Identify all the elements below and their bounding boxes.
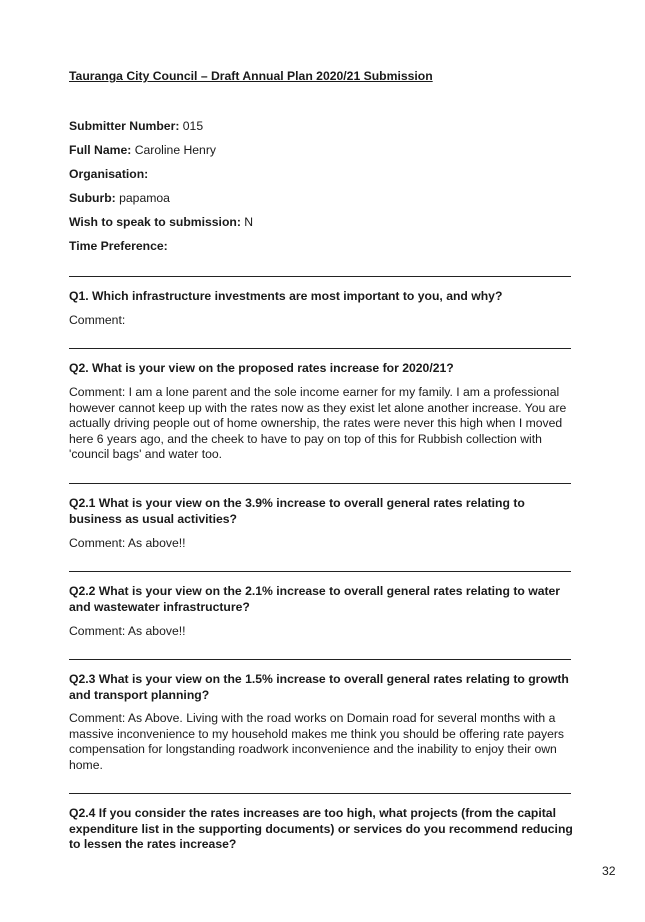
full-name-value: Caroline Henry [134,143,216,157]
wish-to-speak-value: N [244,215,254,229]
full-name [69,143,216,159]
suburb-value: papamoa [119,191,170,205]
wish-to-speak-label: Wish to speak to submission: [69,215,241,229]
suburb-label: Suburb: [69,191,116,205]
divider [69,793,571,794]
divider [69,659,571,660]
wish-to-speak [69,215,253,231]
comment-q2-1: Comment: As above!! [69,536,186,550]
question-q2: Q2. What is your view on the proposed rates increase for 2020/21? [69,361,454,375]
page-number: 32 [602,864,616,878]
divider [69,276,571,277]
time-preference [69,239,168,255]
submitter-number-label: Submitter Number: [69,119,180,133]
question-q1: Q1. Which infrastructure investments are most important to you, and why? [69,289,503,303]
question-q2-1: Q2.1 What is your view on the 3.9% increase to overall general rates relating to business as usual activities? [69,496,525,526]
question-q2-2: Q2.2 What is your view on the 2.1% increase to overall general rates relating to water and wastewater infrastructure? [69,584,561,614]
comment-q2-2: Comment: As above!! [69,624,186,638]
organisation-label: Organisation: [69,167,149,181]
organisation [69,167,148,183]
suburb [69,191,170,207]
full-name-label: Full Name: [69,143,132,157]
submitter-number [69,119,203,135]
divider [69,571,571,572]
comment-q1: Comment: [69,313,126,327]
divider [69,348,571,349]
comment-q2-3: Comment: As Above. Living with the road works on Domain road for several months with a massive inconvenience to my household makes me think you should be offering rate payers compensation for longstanding roadwork inconvenience and the inability to enjoy their own home. [69,711,564,772]
document-title: Tauranga City Council – Draft Annual Plan 2020/21 Submission [69,69,433,83]
submitter-number-value: 015 [182,119,204,133]
time-preference-label: Time Preference: [69,239,168,253]
question-q2-4: Q2.4 If you consider the rates increases are too high, what projects (from the capital expenditure list in the supporting documents) or services do you recommend reducing to lessen the rates increase? [69,806,573,851]
divider [69,483,571,484]
comment-q2: Comment: I am a lone parent and the sole income earner for my family. I am a professional however cannot keep up with the rates now as they exist let alone another increase. You are actually driving people out of home ownership, the rates were never this high when I moved here 6 years ago, and the cheek to have to pay on top of this for Rubbish collection with 'council bags' and water too. [69,385,567,461]
question-q2-3: Q2.3 What is your view on the 1.5% increase to overall general rates relating to growth and transport planning? [69,672,569,702]
